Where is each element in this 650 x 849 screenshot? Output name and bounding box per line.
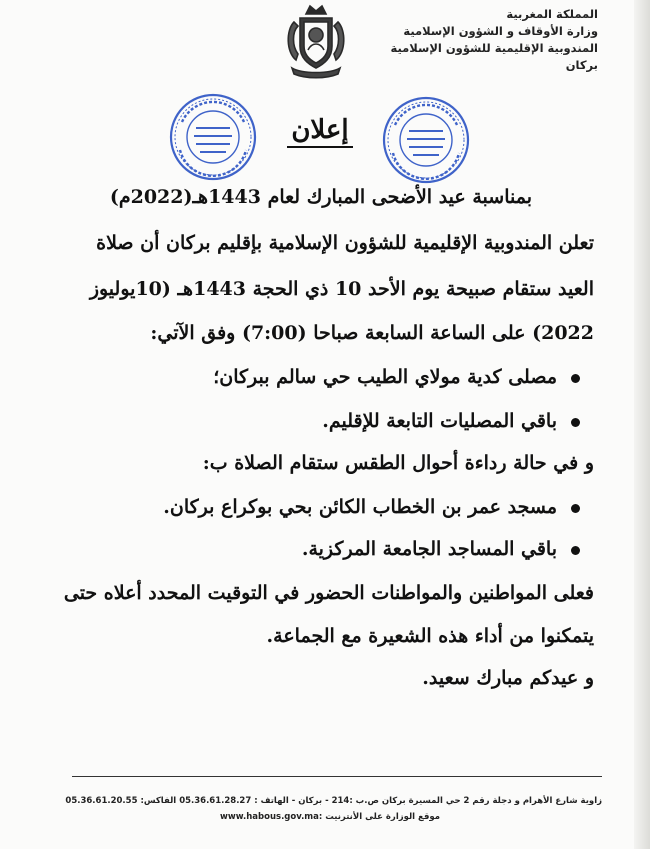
weather-location-text: باقي المساجد الجامعة المركزية. [301, 538, 557, 560]
closing-line-3: و عيدكم مبارك سعيد. [422, 667, 594, 689]
official-stamp-right-icon [381, 95, 471, 185]
weather-location-item [302, 538, 580, 560]
page-edge-shadow [634, 0, 650, 849]
location-text: باقي المصليات التابعة للإقليم. [322, 410, 557, 432]
bullet-icon [571, 546, 580, 555]
header-kingdom: المملكة المغربية [506, 7, 598, 21]
announcement-title: إعلان [291, 115, 349, 145]
occasion-line: بمناسبة عيد الأضحى المبارك لعام 1443هـ(2022م) [109, 186, 532, 208]
closing-line-2: يتمكنوا من أداء هذه الشعيرة مع الجماعة. [266, 625, 594, 647]
location-item [213, 366, 580, 388]
header-city: بركان [565, 58, 598, 72]
coat-of-arms-icon [282, 2, 350, 80]
header-ministry: وزارة الأوقاف و الشؤون الإسلامية [403, 24, 598, 38]
official-stamp-left-icon [168, 92, 258, 182]
paragraph-line-3: 2022) على الساعة السابعة صباحا (7:00) وفق الآتي: [150, 322, 594, 344]
paragraph-line-1: تعلن المندوبية الإقليمية للشؤون الإسلامية بإقليم بركان أن صلاة [96, 232, 594, 254]
header-delegation: المندوبية الإقليمية للشؤون الإسلامية [390, 41, 598, 55]
closing-line-1: فعلى المواطنين والمواطنات الحضور في التوقيت المحدد أعلاه حتى [63, 582, 594, 604]
weather-location-text: مسجد عمر بن الخطاب الكائن بحي بوكراع بركان. [163, 496, 557, 518]
bullet-icon [571, 418, 580, 427]
footer-website: موقع الوزارة على الأنترنيت :www.habous.gov.ma [220, 812, 440, 822]
footer-address: زاوية شارع الأهرام و دجلة رقم 2 حي المسيرة بركان ص.ب :214 - بركان - الهاتف : 05.36.61.28.27 الفاكس: 05.36.61.20.55 [65, 796, 602, 806]
weather-location-item [163, 496, 580, 518]
paragraph-line-2: العيد ستقام صبيحة يوم الأحد 10 ذي الحجة 1443هـ (10يوليوز [89, 278, 594, 300]
location-text: مصلى كدية مولاي الطيب حي سالم ببركان؛ [213, 366, 557, 388]
ministry-header [368, 6, 598, 74]
bullet-icon [571, 504, 580, 513]
weather-intro: و في حالة رداءة أحوال الطقس ستقام الصلاة ب: [202, 452, 594, 474]
bullet-icon [571, 374, 580, 383]
location-item [322, 410, 580, 432]
footer-divider [72, 776, 602, 777]
title-underline [287, 146, 353, 148]
